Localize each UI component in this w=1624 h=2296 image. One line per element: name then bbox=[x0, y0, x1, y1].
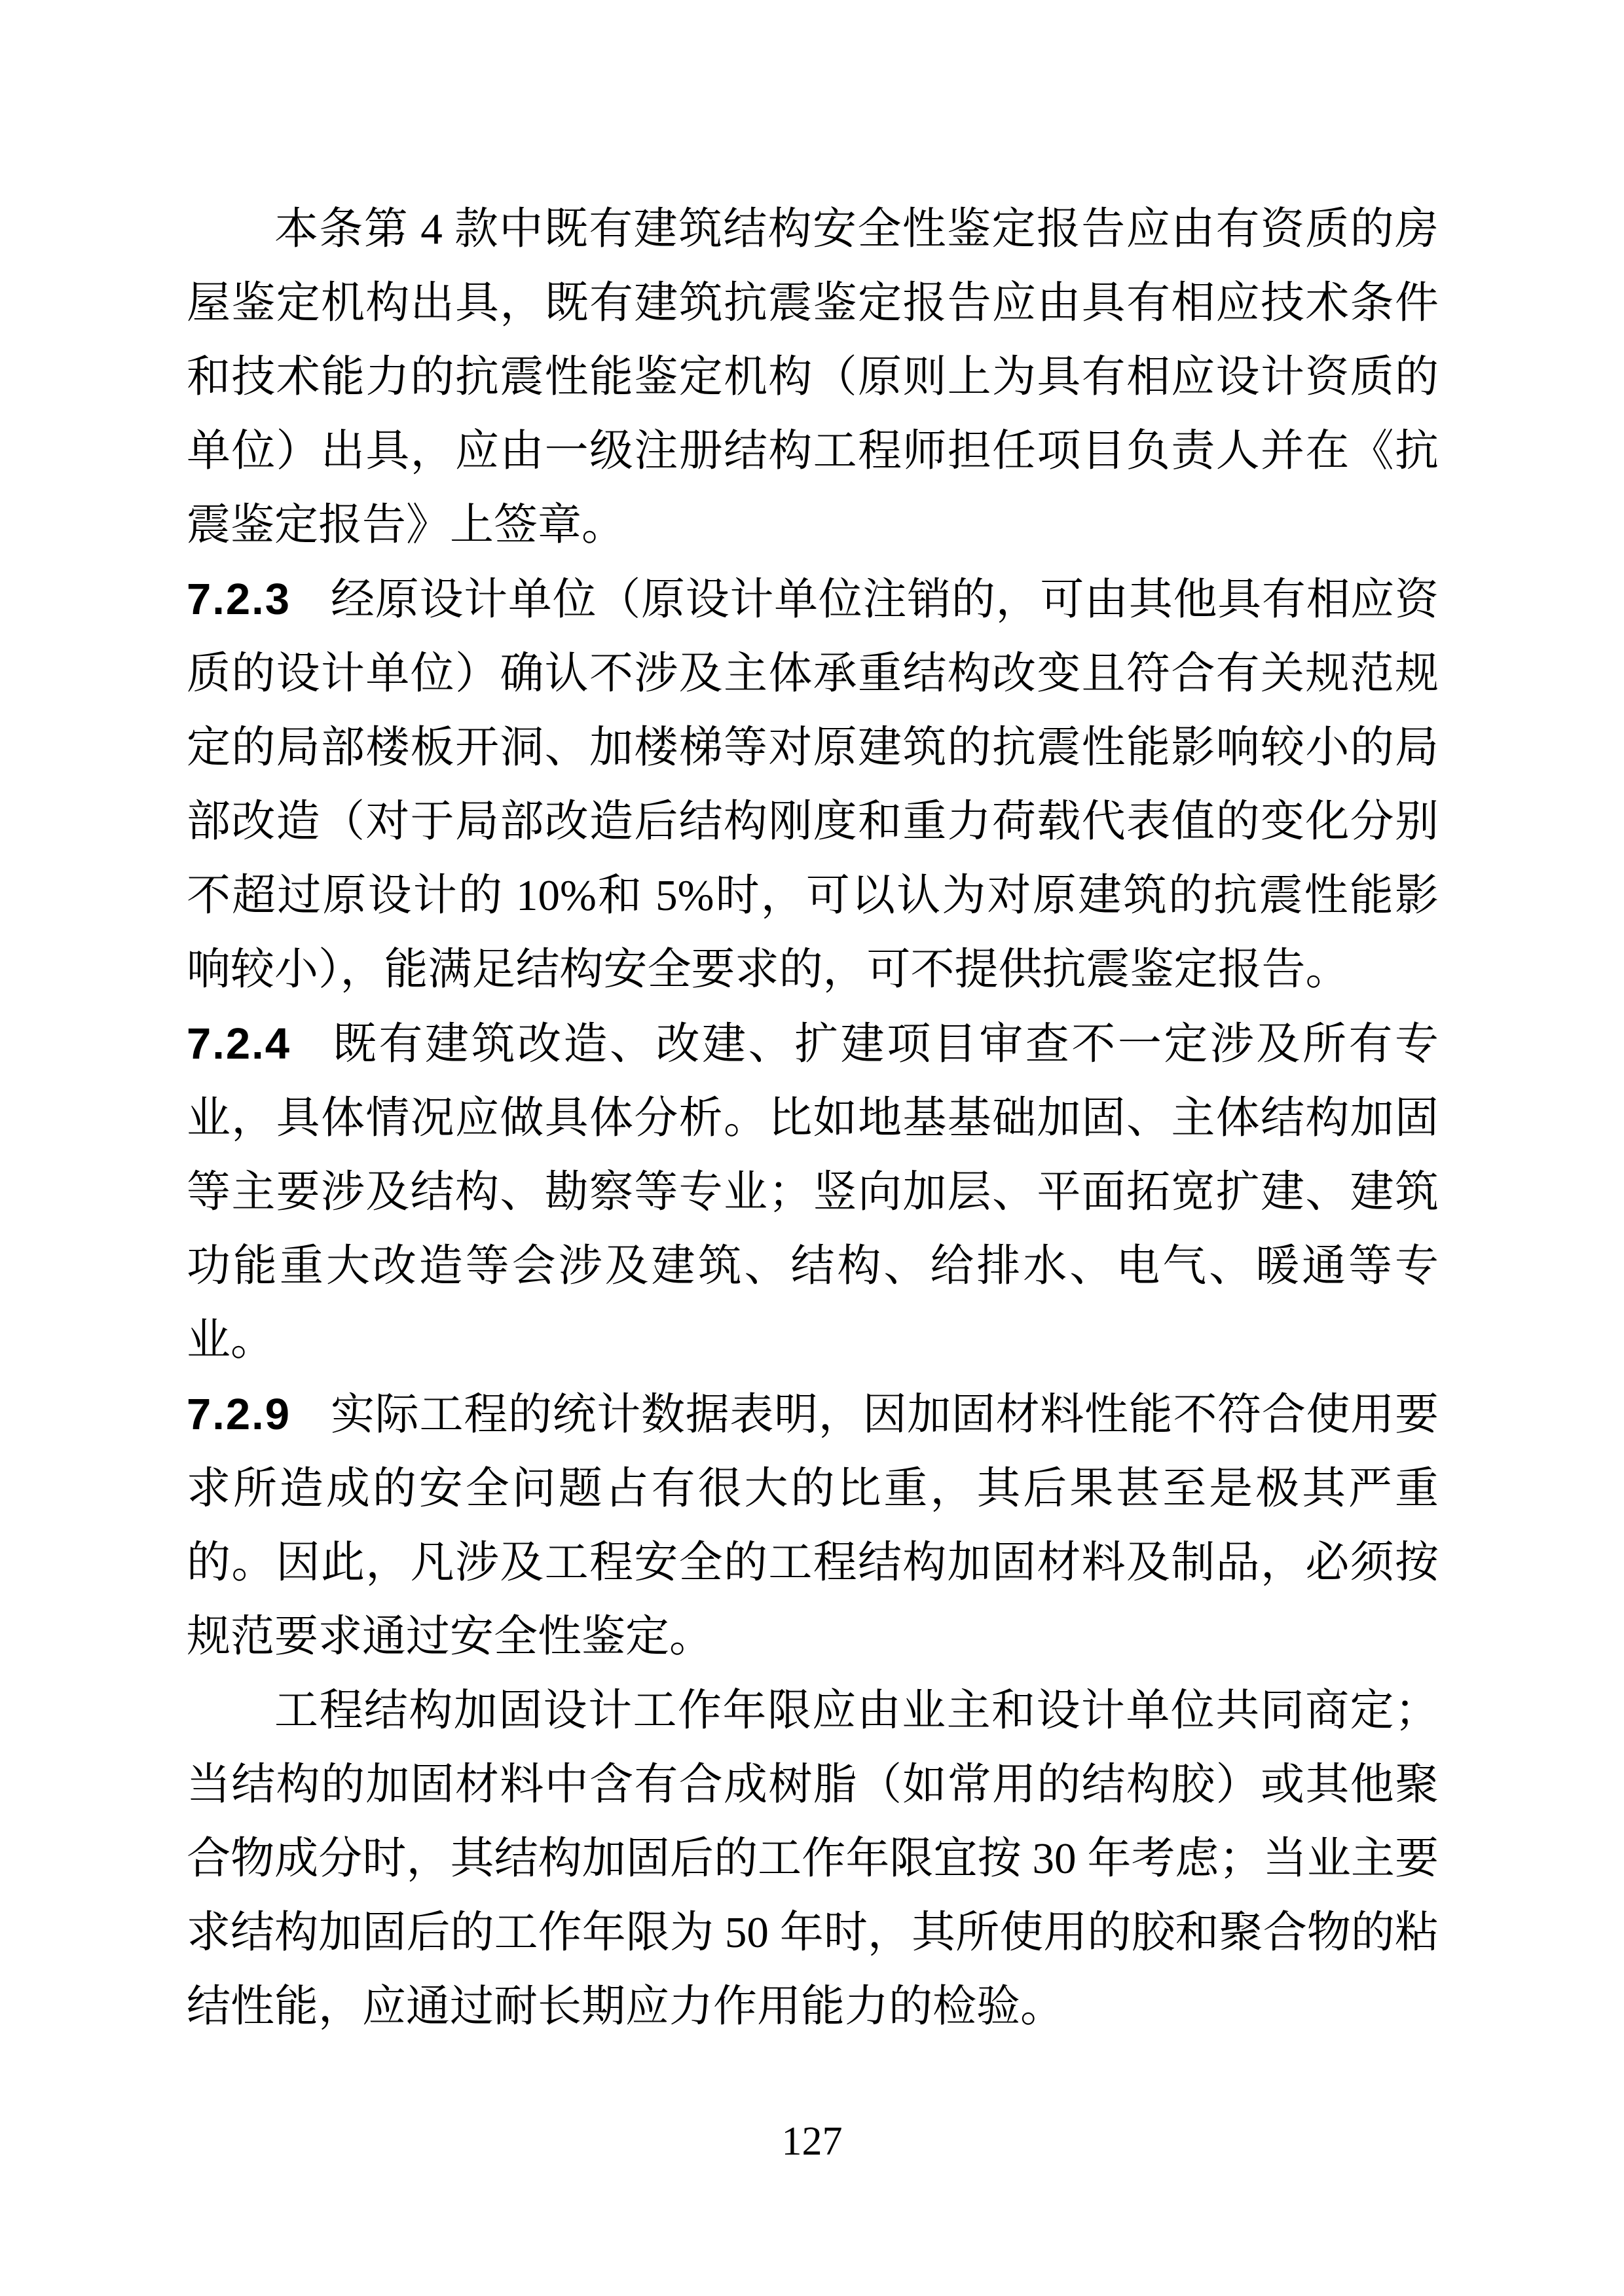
page-number: 127 bbox=[781, 2119, 843, 2164]
text-block bbox=[187, 192, 1439, 2044]
paragraph-text: 经原设计单位（原设计单位注销的，可由其他具有相应资质的设计单位）确认不涉及主体承重结构改变且符合有关规范规定的局部楼板开洞、加楼梯等对原建筑的抗震性能影响较小的局部改造（对于局部改造后结构刚度和重力荷载代表值的变化分别不超过原设计的 10%和 5%时，可以认为对原建筑的抗震性能影响较小），能满足结构安全要求的，可不提供抗震鉴定报告。 bbox=[187, 575, 1439, 994]
paragraph-text: 实际工程的统计数据表明，因加固材料性能不符合使用要求所造成的安全问题占有很大的比重，其后果甚至是极其严重的。因此，凡涉及工程安全的工程结构加固材料及制品，必须按规范要求通过安全性鉴定。 bbox=[187, 1391, 1439, 1661]
section-number: 7.2.9 bbox=[187, 1390, 291, 1439]
paragraph-7.2.3 bbox=[187, 562, 1439, 1007]
section-number: 7.2.3 bbox=[187, 575, 291, 624]
paragraph-p5 bbox=[187, 1674, 1439, 2044]
paragraph-7.2.4 bbox=[187, 1007, 1439, 1377]
paragraph-7.2.9 bbox=[187, 1377, 1439, 1674]
paragraph-text: 既有建筑改造、改建、扩建项目审查不一定涉及所有专业，具体情况应做具体分析。比如地基基础加固、主体结构加固等主要涉及结构、勘察等专业；竖向加层、平面拓宽扩建、建筑功能重大改造等会涉及建筑、结构、给排水、电气、暖通等专业。 bbox=[187, 1020, 1439, 1364]
paragraph-text: 本条第 4 款中既有建筑结构安全性鉴定报告应由有资质的房屋鉴定机构出具，既有建筑抗震鉴定报告应由具有相应技术条件和技术能力的抗震性能鉴定机构（原则上为具有相应设计资质的单位）出具，应由一级注册结构工程师担任项目负责人并在《抗震鉴定报告》上签章。 bbox=[187, 205, 1439, 549]
paragraph-text: 工程结构加固设计工作年限应由业主和设计单位共同商定；当结构的加固材料中含有合成树脂（如常用的结构胶）或其他聚合物成分时，其结构加固后的工作年限宜按 30 年考虑；当业主要求结构加固后的工作年限为 50 年时，其所使用的胶和聚合物的粘结性能，应通过耐长期应力作用能力的检验。 bbox=[187, 1686, 1439, 2031]
paragraph-p1 bbox=[187, 192, 1439, 562]
section-number: 7.2.4 bbox=[187, 1019, 291, 1068]
